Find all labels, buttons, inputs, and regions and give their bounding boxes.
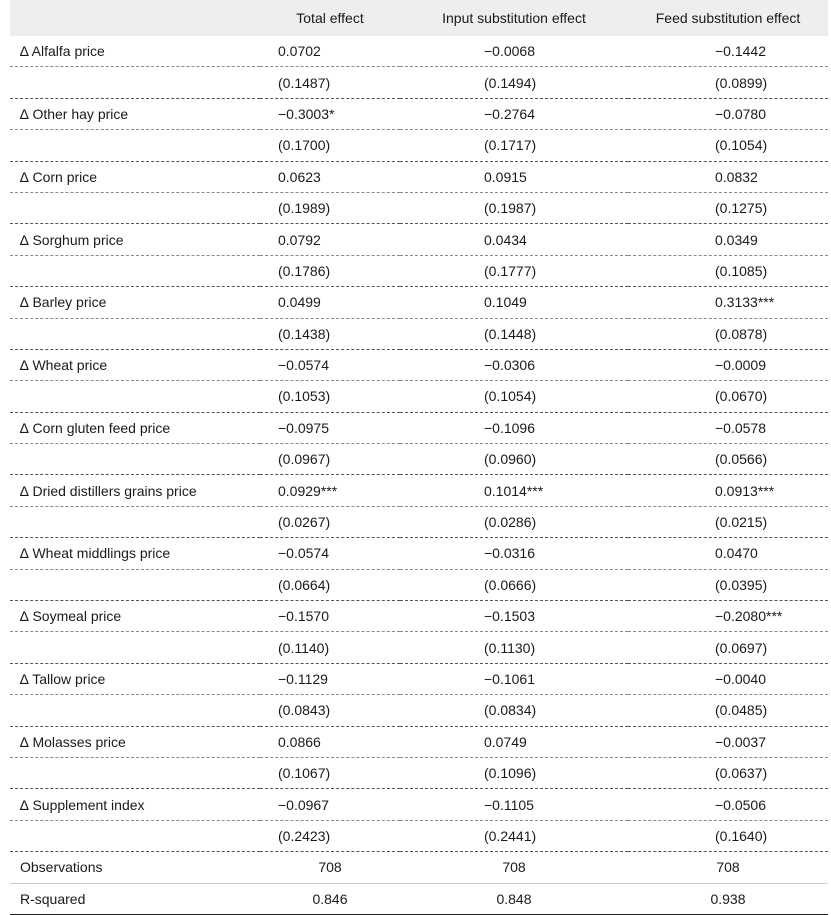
variable-label: ∆ Supplement index [10,789,260,820]
standard-error-cell: (0.0664) [260,569,400,600]
coefficient-cell: −0.0574 [260,349,400,380]
coefficient-cell: −0.0037 [628,726,828,757]
standard-error-cell: (0.0267) [260,506,400,537]
coefficient-cell: −0.0975 [260,412,400,443]
standard-error-cell: (0.1494) [400,67,628,98]
header-blank [10,0,260,36]
variable-label: ∆ Wheat price [10,349,260,380]
standard-error-cell: (0.1067) [260,757,400,788]
standard-error-cell: (0.1054) [400,381,628,412]
table-header [10,0,828,36]
blank-cell [10,318,260,349]
coefficient-cell: −0.0040 [628,663,828,694]
standard-error-row [10,632,828,663]
coefficient-cell: −0.2764 [400,98,628,129]
standard-error-row [10,255,828,286]
estimate-row [10,538,828,569]
coefficient-cell: −0.2080*** [628,601,828,632]
rsquared-total: 0.846 [260,883,400,914]
coefficient-cell: 0.0913*** [628,475,828,506]
coefficient-cell: −0.0967 [260,789,400,820]
standard-error-cell: (0.1053) [260,381,400,412]
standard-error-row [10,695,828,726]
observations-feed: 708 [628,852,828,883]
variable-label: ∆ Alfalfa price [10,36,260,67]
variable-label: ∆ Wheat middlings price [10,538,260,569]
variable-label: ∆ Tallow price [10,663,260,694]
standard-error-cell: (0.1700) [260,130,400,161]
coefficient-cell: 0.0702 [260,36,400,67]
variable-label: ∆ Molasses price [10,726,260,757]
coefficient-cell: −0.0506 [628,789,828,820]
standard-error-cell: (0.1275) [628,192,828,223]
coefficient-cell: 0.0866 [260,726,400,757]
header-feed-substitution: Feed substitution effect [655,10,801,26]
estimate-row [10,789,828,820]
coefficient-cell: 0.0749 [400,726,628,757]
variable-label: ∆ Dried distillers grains price [10,475,260,506]
blank-cell [10,192,260,223]
table-body [10,36,828,914]
coefficient-cell: 0.1049 [400,287,628,318]
standard-error-row [10,757,828,788]
observations-row [10,852,828,883]
blank-cell [10,444,260,475]
standard-error-cell: (0.0637) [628,757,828,788]
standard-error-row [10,130,828,161]
standard-error-row [10,444,828,475]
coefficient-cell: 0.0915 [400,161,628,192]
coefficient-cell: 0.0623 [260,161,400,192]
variable-label: ∆ Corn gluten feed price [10,412,260,443]
coefficient-cell: −0.0316 [400,538,628,569]
rsquared-label: R-squared [10,883,260,914]
blank-cell [10,130,260,161]
estimate-row [10,475,828,506]
standard-error-cell: (0.1987) [400,192,628,223]
standard-error-cell: (0.0697) [628,632,828,663]
standard-error-cell: (0.0485) [628,695,828,726]
standard-error-cell: (0.0670) [628,381,828,412]
standard-error-cell: (0.1448) [400,318,628,349]
standard-error-cell: (0.1717) [400,130,628,161]
coefficient-cell: 0.3133*** [628,287,828,318]
standard-error-cell: (0.0566) [628,444,828,475]
blank-cell [10,506,260,537]
variable-label: ∆ Barley price [10,287,260,318]
variable-label: ∆ Other hay price [10,98,260,129]
coefficient-cell: 0.0349 [628,224,828,255]
estimate-row [10,412,828,443]
coefficient-cell: −0.0009 [628,349,828,380]
coefficient-cell: −0.1105 [400,789,628,820]
estimate-row [10,224,828,255]
coefficient-cell: 0.0832 [628,161,828,192]
rsquared-row [10,883,828,914]
standard-error-cell: (0.2441) [400,820,628,851]
coefficient-cell: −0.0578 [628,412,828,443]
variable-label: ∆ Corn price [10,161,260,192]
coefficient-cell: 0.0929*** [260,475,400,506]
standard-error-row [10,67,828,98]
estimate-row [10,726,828,757]
variable-label: ∆ Soymeal price [10,601,260,632]
coefficient-cell: −0.0306 [400,349,628,380]
estimate-row [10,36,828,67]
coefficient-cell: 0.0792 [260,224,400,255]
standard-error-row [10,820,828,851]
coefficient-cell: 0.0470 [628,538,828,569]
standard-error-cell: (0.1487) [260,67,400,98]
standard-error-cell: (0.2423) [260,820,400,851]
coefficient-cell: −0.1570 [260,601,400,632]
standard-error-cell: (0.0215) [628,506,828,537]
standard-error-cell: (0.1777) [400,255,628,286]
blank-cell [10,632,260,663]
standard-error-row [10,381,828,412]
blank-cell [10,695,260,726]
coefficient-cell: 0.0499 [260,287,400,318]
header-total-effect: Total effect [296,10,364,26]
standard-error-cell: (0.0899) [628,67,828,98]
standard-error-row [10,192,828,223]
standard-error-cell: (0.0286) [400,506,628,537]
blank-cell [10,569,260,600]
blank-cell [10,820,260,851]
standard-error-cell: (0.0878) [628,318,828,349]
coefficient-cell: −0.1129 [260,663,400,694]
coefficient-cell: −0.1061 [400,663,628,694]
observations-total: 708 [260,852,400,883]
estimate-row [10,663,828,694]
standard-error-cell: (0.1054) [628,130,828,161]
standard-error-cell: (0.1096) [400,757,628,788]
standard-error-cell: (0.0960) [400,444,628,475]
estimate-row [10,349,828,380]
observations-input: 708 [400,852,628,883]
regression-table [10,0,828,915]
standard-error-cell: (0.0843) [260,695,400,726]
standard-error-cell: (0.0967) [260,444,400,475]
coefficient-cell: −0.1503 [400,601,628,632]
header-row [10,0,828,36]
estimate-row [10,161,828,192]
rsquared-input: 0.848 [400,883,628,914]
rsquared-feed: 0.938 [628,883,828,914]
variable-label: ∆ Sorghum price [10,224,260,255]
observations-label: Observations [10,852,260,883]
estimate-row [10,601,828,632]
standard-error-row [10,506,828,537]
estimate-row [10,287,828,318]
blank-cell [10,255,260,286]
standard-error-cell: (0.1640) [628,820,828,851]
standard-error-row [10,569,828,600]
coefficient-cell: −0.0780 [628,98,828,129]
standard-error-cell: (0.0834) [400,695,628,726]
standard-error-cell: (0.1438) [260,318,400,349]
coefficient-cell: −0.0574 [260,538,400,569]
estimate-row [10,98,828,129]
coefficient-cell: −0.3003* [260,98,400,129]
coefficient-cell: −0.0068 [400,36,628,67]
blank-cell [10,67,260,98]
blank-cell [10,381,260,412]
standard-error-cell: (0.1085) [628,255,828,286]
standard-error-row [10,318,828,349]
header-input-substitution: Input substitution effect [442,10,586,26]
coefficient-cell: −0.1442 [628,36,828,67]
standard-error-cell: (0.1989) [260,192,400,223]
standard-error-cell: (0.1140) [260,632,400,663]
standard-error-cell: (0.0666) [400,569,628,600]
standard-error-cell: (0.1786) [260,255,400,286]
standard-error-cell: (0.0395) [628,569,828,600]
standard-error-cell: (0.1130) [400,632,628,663]
coefficient-cell: −0.1096 [400,412,628,443]
coefficient-cell: 0.1014*** [400,475,628,506]
blank-cell [10,757,260,788]
coefficient-cell: 0.0434 [400,224,628,255]
